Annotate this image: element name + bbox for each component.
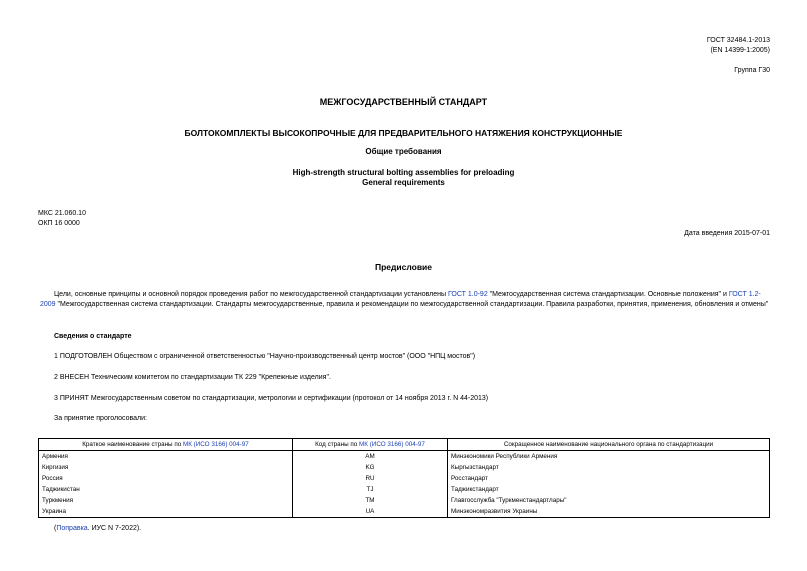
link-gost-1-2-2009[interactable]: ГОСТ 1.2-2009 [40,291,761,308]
en-number: (EN 14399-1:2005) [710,47,770,54]
english-title-line1: High-strength structural bolting assemblies for preloading [292,168,515,177]
foreword-text-3: "Межгосударственная система стандартизации. Стандарты межгосударственные, правила и рекомендации по межгосударственной стандартизации. Правила разработки, принятия, применения, обновления и отмены" [55,301,769,308]
country-cell: Таджикистан [39,484,293,495]
link-mk-iso-3166-col2[interactable]: МК (ИСО 3166) 004-97 [359,441,425,448]
voting-countries-table [38,438,770,518]
column-header-body: Сокращенное наименование национального органа по стандартизации [448,439,770,451]
foreword-paragraph [40,290,770,310]
column-header-country [39,439,293,451]
body-cell: Кыргызстандарт [448,462,770,473]
country-cell: Россия [39,473,293,484]
link-gost-1-0-92[interactable]: ГОСТ 1.0-92 [447,291,488,298]
mks-code: МКС 21.060.10 [38,210,86,217]
link-mk-iso-3166-col1[interactable]: МК (ИСО 3166) 004-97 [182,441,249,448]
code-cell: RU [293,473,448,484]
table-row [39,506,770,518]
subtitle: Общие требования [365,147,442,156]
code-cell: AM [293,451,448,463]
country-cell: Киргизия [39,462,293,473]
country-cell: Украина [39,506,293,518]
info-item-2: 2 ВНЕСЕН Техническим комитетом по стандартизации ТК 229 "Крепежные изделия". [54,374,331,381]
amendment-note [54,525,141,532]
body-cell: Росстандарт [448,473,770,484]
main-title: БОЛТОКОМПЛЕКТЫ ВЫСОКОПРОЧНЫЕ ДЛЯ ПРЕДВАРИТЕЛЬНОГО НАТЯЖЕНИЯ КОНСТРУКЦИОННЫЕ [184,128,623,138]
body-cell: Минэкономразвития Украины [448,506,770,518]
okp-code: ОКП 16 0000 [38,220,80,227]
info-item-1: 1 ПОДГОТОВЛЕН Обществом с ограниченной ответственностью "Научно-производственный центр мостов" (ООО "НПЦ мостов") [54,353,476,360]
gost-number: ГОСТ 32484.1-2013 [706,37,770,44]
table-header-row [39,439,770,451]
column-header-country-text: Краткое наименование страны по [82,441,183,448]
country-cell: Армения [39,451,293,463]
table-row [39,473,770,484]
amendment-open-paren: ( [54,525,57,532]
code-cell: KG [293,462,448,473]
code-cell: TJ [293,484,448,495]
country-cell: Туркмения [39,495,293,506]
voted-label: За принятие проголосовали: [54,415,147,422]
standard-info-heading: Сведения о стандарте [54,333,132,340]
column-header-code [293,439,448,451]
code-cell: UA [293,506,448,518]
foreword-text-1: Цели, основные принципы и основной порядок проведения работ по межгосударственной стандартизации установлены [54,291,448,298]
foreword-heading: Предисловие [374,262,433,272]
body-cell: Таджикстандарт [448,484,770,495]
english-title-line2: General requirements [362,178,445,187]
body-cell: Главгосслужба "Туркменстандартлары" [448,495,770,506]
table-row [39,462,770,473]
column-header-code-text: Код страны по [315,441,360,448]
foreword-text-2: "Межгосударственная система стандартизации. Основные положения" и [487,291,729,298]
table-row [39,484,770,495]
code-cell: TM [293,495,448,506]
table-row [39,451,770,463]
classification-codes [38,209,86,229]
standard-type: МЕЖГОСУДАРСТВЕННЫЙ СТАНДАРТ [319,97,488,107]
body-cell: Минэкономики Республики Армения [448,451,770,463]
amendment-text: . ИУС N 7-2022). [87,525,142,532]
table-row [39,495,770,506]
group-code: Группа Г30 [734,67,770,74]
link-amendment[interactable]: Поправка [56,525,88,532]
introduction-date: Дата введения 2015-07-01 [684,230,770,237]
document-header [707,36,770,76]
info-item-3: 3 ПРИНЯТ Межгосударственным советом по стандартизации, метрологии и сертификации (протокол от 14 ноября 2013 г. N 44-2013) [54,395,489,402]
